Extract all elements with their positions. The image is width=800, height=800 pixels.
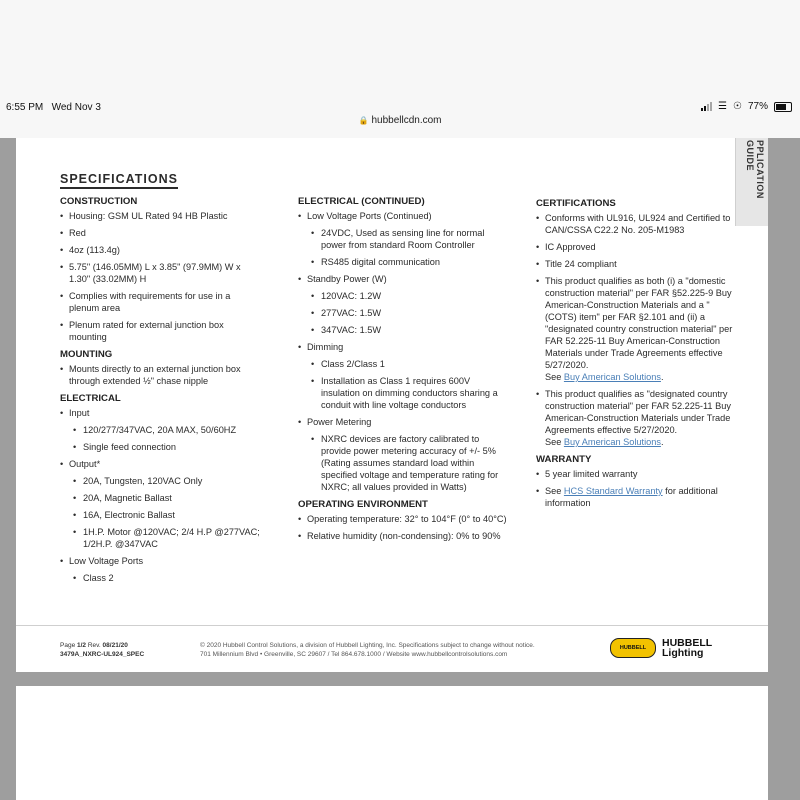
copyright-text: © 2020 Hubbell Control Solutions, a division of Hubbell Lighting, Inc. Specifications subject to change without notice.: [200, 642, 535, 649]
see-label: See: [545, 372, 564, 382]
orientation-lock-icon: ☉: [733, 101, 742, 112]
spec-column-3: [536, 198, 741, 514]
logo-wordmark: [662, 638, 712, 658]
list-item: • Class 2/Class 1: [298, 358, 508, 370]
doc-code: 3479A_NXRC-UL924_SPEC: [60, 651, 145, 658]
rev-date: 08/21/20: [102, 642, 128, 649]
mounting-heading: MOUNTING: [60, 349, 113, 360]
list-item: • Output*: [60, 458, 260, 470]
list-item: • Operating temperature: 32° to 104°F (0° to 40°C): [298, 513, 508, 525]
status-indicators: [701, 101, 792, 112]
electrical-continued-heading: ELECTRICAL (CONTINUED): [298, 196, 425, 207]
list-item: • NXRC devices are factory calibrated to provide power metering accuracy of +/- 5% (Rating assumes standard load within specified voltage and temperature rating for NXRC; all values provided in Watts): [298, 433, 508, 493]
electrical-heading: ELECTRICAL: [60, 393, 121, 404]
list-item: • 20A, Magnetic Ballast: [60, 492, 260, 504]
logo-line-2: Lighting: [662, 647, 704, 659]
list-item: • 277VAC: 1.5W: [298, 307, 508, 319]
list-item: [536, 388, 741, 448]
hubbell-logo: [610, 638, 712, 658]
wifi-icon: ☰: [718, 101, 728, 112]
operating-environment-list: [298, 513, 508, 542]
list-item: • Housing: GSM UL Rated 94 HB Plastic: [60, 210, 260, 222]
list-item: • Mounts directly to an external junction box through extended ½" chase nipple: [60, 363, 260, 387]
period: .: [660, 372, 664, 382]
document-page: [16, 138, 768, 672]
list-item: • 4oz (113.4g): [60, 244, 260, 256]
hubbell-badge-icon: HUBBELL: [610, 638, 656, 658]
list-item: • Standby Power (W): [298, 273, 508, 285]
list-item: • Complies with requirements for use in a plenum area: [60, 290, 260, 314]
see-label: See: [545, 486, 564, 496]
list-item: • RS485 digital communication: [298, 256, 508, 268]
list-item: • 1H.P. Motor @120VAC; 2/4 H.P @277VAC; 1/2H.P. @347VAC: [60, 526, 260, 550]
battery-percent: 77%: [747, 101, 768, 112]
list-item: • IC Approved: [536, 241, 741, 253]
electrical-list: [60, 407, 260, 584]
next-document-page: [16, 686, 768, 800]
construction-list: [60, 210, 260, 343]
list-item: [536, 485, 741, 509]
spec-column-2: [298, 196, 508, 547]
footer-divider: [16, 625, 768, 626]
lock-icon: 🔒: [358, 116, 369, 125]
list-item: • 120/277/347VAC, 20A MAX, 50/60HZ: [60, 424, 260, 436]
list-item: • 5.75" (146.05MM) L x 3.85" (97.9MM) W x 1.30" (33.02MM) H: [60, 261, 260, 285]
list-item: • Input: [60, 407, 260, 419]
buy-american-link[interactable]: Buy American Solutions: [563, 372, 661, 382]
warranty-heading: WARRANTY: [536, 454, 592, 465]
cert-text: This product qualifies as "designated country construction material" per FAR 52.225-11 Buy American-Construction Materials under Trade Agreements effective 5/27/2020.: [545, 389, 731, 435]
signal-icon: [701, 102, 712, 111]
warranty-text: for additional information: [545, 486, 718, 508]
list-item: • Single feed connection: [60, 441, 260, 453]
list-item: • 5 year limited warranty: [536, 468, 741, 480]
buy-american-link[interactable]: Buy American Solutions: [563, 437, 661, 447]
page-number: 1/2: [77, 642, 87, 649]
list-item: • Conforms with UL916, UL924 and Certified to CAN/CSSA C22.2 No. 205-M1983: [536, 212, 741, 236]
warranty-list: [536, 468, 741, 509]
certifications-list: [536, 212, 741, 448]
list-item: • 20A, Tungsten, 120VAC Only: [60, 475, 260, 487]
address-text: 701 Millennium Blvd • Greenville, SC 29607 / Tel 864.678.1000 / Website www.hubbellcontrolsolutions.com: [200, 651, 508, 658]
address-bar[interactable]: [0, 115, 800, 126]
list-item: [536, 275, 741, 383]
see-label: See: [545, 437, 564, 447]
list-item: • Installation as Class 1 requires 600V insulation on dimming conductors sharing a conduit with line voltage conductors: [298, 375, 508, 411]
list-item: • 16A, Electronic Ballast: [60, 509, 260, 521]
page-label: Page: [60, 642, 77, 649]
rev-label: Rev.: [86, 642, 103, 649]
list-item: • 120VAC: 1.2W: [298, 290, 508, 302]
electrical-continued-list: [298, 210, 508, 493]
list-item: • 347VAC: 1.5W: [298, 324, 508, 336]
cert-text: This product qualifies as both (i) a "domestic construction material" per FAR §52.225-9 Buy American-Construction Materials and a "(COTS) item" per FAR §2.101 and (ii) a "designated country construction material" per FAR 52.225-11 Buy American-Construction Materials under Trade Agreements effective 5/27/2020.: [545, 276, 733, 370]
browser-status-bar: [0, 0, 800, 138]
url-text: hubbellcdn.com: [371, 115, 442, 126]
list-item: • 24VDC, Used as sensing line for normal power from standard Room Controller: [298, 227, 508, 251]
footer-copyright: [200, 641, 600, 659]
list-item: • Dimming: [298, 341, 508, 353]
list-item: • Red: [60, 227, 260, 239]
list-item: • Low Voltage Ports: [60, 555, 260, 567]
list-item: • Title 24 compliant: [536, 258, 741, 270]
period: .: [660, 437, 664, 447]
mounting-list: [60, 363, 260, 387]
battery-icon: [774, 102, 792, 112]
page-title: SPECIFICATIONS: [60, 172, 178, 189]
list-item: • Low Voltage Ports (Continued): [298, 210, 508, 222]
operating-environment-heading: OPERATING ENVIRONMENT: [298, 499, 428, 510]
certifications-heading: CERTIFICATIONS: [536, 198, 616, 209]
list-item: • Class 2: [60, 572, 260, 584]
pdf-viewer[interactable]: [0, 138, 800, 800]
side-tab-label: PPLICATION GUIDE: [745, 140, 765, 199]
footer-page-info: [60, 641, 144, 659]
list-item: • Plenum rated for external junction box mounting: [60, 319, 260, 343]
list-item: • Power Metering: [298, 416, 508, 428]
construction-heading: CONSTRUCTION: [60, 196, 138, 207]
spec-column-1: [60, 196, 260, 589]
hcs-warranty-link[interactable]: HCS Standard Warranty: [563, 486, 663, 496]
status-time: 6:55 PM Wed Nov 3: [6, 102, 101, 113]
logo-line-1: HUBBELL: [662, 637, 713, 649]
list-item: • Relative humidity (non-condensing): 0% to 90%: [298, 530, 508, 542]
